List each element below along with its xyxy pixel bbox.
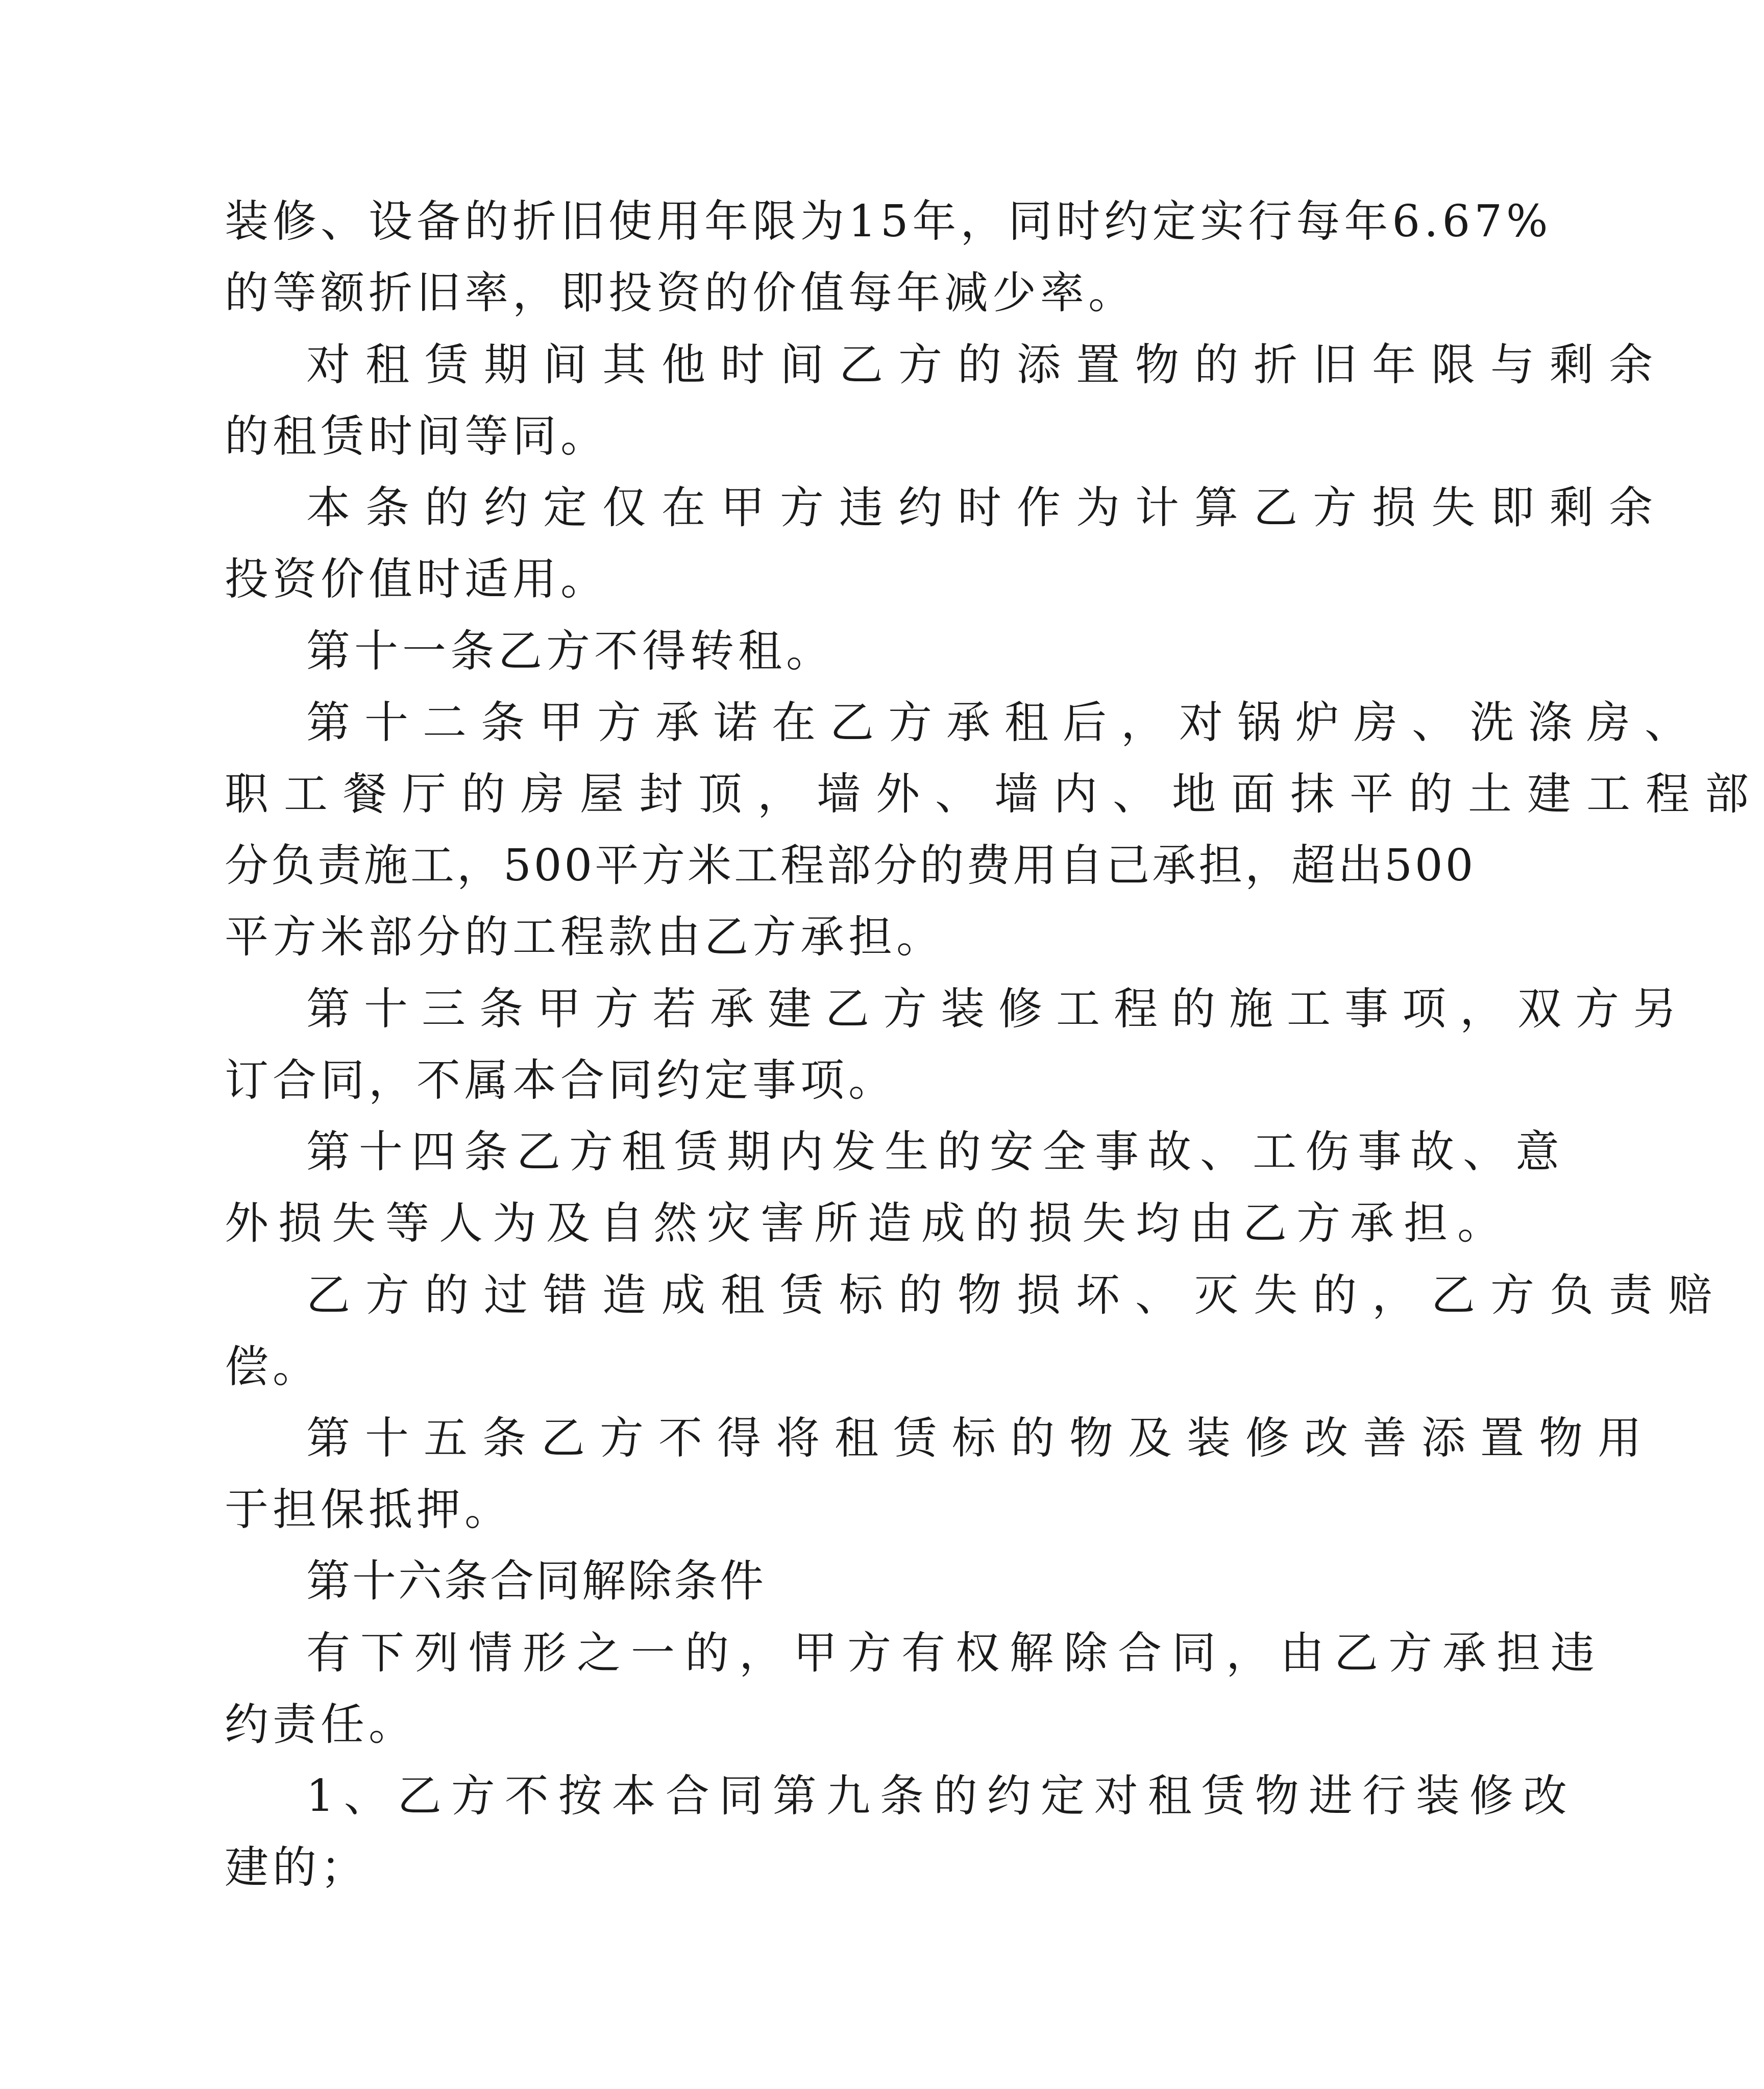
- text-line: 订合同，不属本合同约定事项。: [225, 1055, 896, 1106]
- text-line: 第十四条乙方租赁期内发生的安全事故、工伤事故、意: [306, 1126, 1568, 1177]
- text-line: 的等额折旧率，即投资的价值每年减少率。: [225, 267, 1136, 318]
- text-line: 1、乙方不按本合同第九条的约定对租赁物进行装修改: [306, 1771, 1577, 1822]
- text-line: 第十三条甲方若承建乙方装修工程的施工事项，双方另: [306, 984, 1690, 1035]
- text-line: 于担保抵押。: [225, 1484, 512, 1535]
- text-line: 外损失等人为及自然灾害所造成的损失均由乙方承担。: [225, 1198, 1511, 1249]
- text-line: 平方米部分的工程款由乙方承担。: [225, 912, 944, 963]
- text-line: 偿。: [225, 1341, 321, 1392]
- text-line: 第十二条甲方承诺在乙方承租后，对锅炉房、洗涤房、: [306, 697, 1703, 748]
- text-line: 的租赁时间等同。: [225, 411, 608, 462]
- text-line: 第十五条乙方不得将租赁标的物及装修改善添置物用: [306, 1413, 1656, 1464]
- text-line: 装修、设备的折旧使用年限为15年，同时约定实行每年6.67%: [225, 196, 1552, 247]
- text-line: 分负责施工，500平方米工程部分的费用自己承担，超出500: [225, 840, 1476, 891]
- text-line: 职工餐厅的房屋封顶，墙外、墙内、地面抹平的土建工程部: [225, 769, 1764, 820]
- text-line: 乙方的过错造成租赁标的物损坏、灭失的，乙方负责赔: [306, 1270, 1727, 1321]
- text-line: 约责任。: [225, 1699, 416, 1750]
- text-line: 投资价值时适用。: [225, 554, 608, 605]
- text-line: 第十一条乙方不得转租。: [306, 626, 834, 677]
- text-line: 建的；: [225, 1842, 369, 1893]
- text-line: 有下列情形之一的，甲方有权解除合同，由乙方承担违: [306, 1628, 1605, 1679]
- text-line: 对租赁期间其他时间乙方的添置物的折旧年限与剩余: [306, 339, 1668, 390]
- text-line: 本条的约定仅在甲方违约时作为计算乙方损失即剩余: [306, 482, 1668, 533]
- text-line: 第十六条合同解除条件: [306, 1556, 766, 1607]
